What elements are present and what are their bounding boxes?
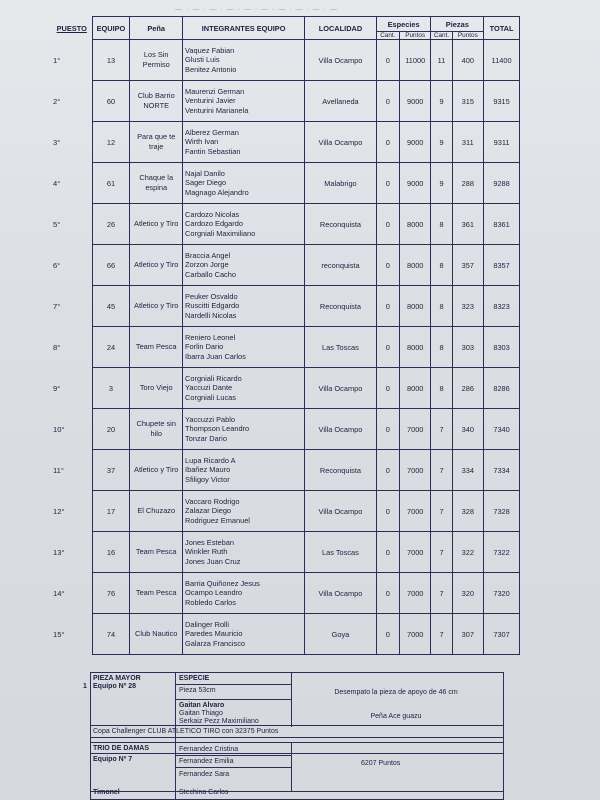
table-row — [52, 327, 520, 368]
pieza-mayor-member-3: Serkaiz Pezz Maximiliano — [179, 718, 259, 725]
table-row — [52, 450, 520, 491]
row-localidad: Las Toscas — [305, 327, 377, 368]
row-piezas-puntos: 334 — [452, 450, 484, 491]
row-equipo: 13 — [92, 40, 130, 81]
row-integrante: Glusti Luis — [185, 55, 220, 65]
row-piezas-puntos: 320 — [452, 573, 484, 614]
row-integrantes — [183, 245, 305, 286]
row-integrante: Rodriguez Emanuel — [185, 515, 250, 525]
row-especies-puntos: 7000 — [399, 450, 431, 491]
row-pena-line: espina — [145, 183, 168, 192]
header-piezas-puntos: Puntos — [452, 32, 484, 40]
row-especies-cant: 0 — [376, 532, 399, 573]
row-pena — [130, 614, 183, 655]
row-piezas-cant: 9 — [431, 163, 452, 204]
row-especies-puntos: 7000 — [399, 409, 431, 450]
row-piezas-cant: 8 — [431, 204, 452, 245]
row-integrante: Yaccuzzi Pablo — [185, 414, 236, 424]
row-equipo: 37 — [92, 450, 130, 491]
row-pena — [130, 573, 183, 614]
row-piezas-puntos: 307 — [452, 614, 484, 655]
row-integrante: Zorzon Jorge — [185, 260, 229, 270]
row-total: 11400 — [484, 40, 520, 81]
header-especies-cant: Cant. — [376, 32, 399, 40]
row-especies-cant: 0 — [376, 122, 399, 163]
row-piezas-puntos: 323 — [452, 286, 484, 327]
row-piezas-cant: 8 — [431, 286, 452, 327]
row-total: 8323 — [484, 286, 520, 327]
header-piezas: Piezas — [431, 17, 484, 32]
row-localidad: Reconquista — [305, 204, 377, 245]
table-row — [52, 122, 520, 163]
row-especies-puntos: 9000 — [399, 81, 431, 122]
row-pena-line: Team Pesca — [135, 547, 177, 557]
row-especies-puntos: 8000 — [399, 245, 431, 286]
header-integrantes: INTEGRANTES EQUIPO — [183, 17, 305, 40]
row-especies-puntos: 9000 — [399, 122, 431, 163]
row-localidad: Las Toscas — [305, 532, 377, 573]
row-localidad: Goya — [305, 614, 377, 655]
row-pena-line: Los Sin — [143, 50, 169, 60]
header-especies: Especies — [376, 17, 431, 32]
row-puesto: 12° — [53, 506, 65, 516]
row-localidad: Reconquista — [305, 450, 377, 491]
row-integrantes — [183, 163, 305, 204]
row-pena — [130, 327, 183, 368]
table-row — [52, 532, 520, 573]
trio-damas-equipo: Equipo Nº 7 — [93, 756, 133, 763]
row-puesto: 11° — [53, 465, 64, 475]
pieza-mayor-equipo: Equipo Nº 28 — [93, 683, 137, 690]
row-piezas-puntos: 315 — [452, 81, 484, 122]
row-especies-puntos: 8000 — [399, 368, 431, 409]
row-pena — [130, 245, 183, 286]
row-integrante: Zalazar Diego — [185, 506, 232, 516]
row-especies-cant: 0 — [376, 327, 399, 368]
row-integrante: Robledo Carlos — [185, 597, 236, 607]
row-equipo: 24 — [92, 327, 130, 368]
row-pena-line: Team Pesca — [135, 588, 177, 598]
trio-damas-title: TRIO DE DAMAS — [93, 745, 149, 752]
row-especies-cant: 0 — [376, 245, 399, 286]
row-equipo: 76 — [92, 573, 130, 614]
row-pena — [130, 40, 183, 81]
row-equipo: 66 — [92, 245, 130, 286]
row-integrante: Barria Quiñonez Jesus — [185, 578, 260, 588]
row-integrante: Venturini Javier — [185, 96, 236, 106]
row-integrante: Carballo Cacho — [185, 269, 236, 279]
table-row — [52, 204, 520, 245]
pieza-mayor-prefix: 1 — [83, 683, 87, 690]
trio-damas-member-2: Fernandez Emilia — [179, 758, 234, 765]
row-integrante: Vaquez Fabian — [185, 45, 235, 55]
row-piezas-cant: 7 — [431, 409, 452, 450]
header-pena: Peña — [130, 17, 183, 40]
row-especies-cant: 0 — [376, 491, 399, 532]
table-row — [52, 409, 520, 450]
row-pena-line: traje — [149, 142, 164, 151]
row-puesto: 15° — [53, 629, 65, 639]
row-piezas-puntos: 288 — [452, 163, 484, 204]
row-total: 7320 — [484, 573, 520, 614]
row-integrante: Galarza Francisco — [185, 638, 245, 648]
row-pena-line: Atletico y Tiro — [134, 301, 179, 311]
row-piezas-cant: 7 — [431, 532, 452, 573]
table-row — [52, 81, 520, 122]
row-equipo: 16 — [92, 532, 130, 573]
row-especies-puntos: 9000 — [399, 163, 431, 204]
row-piezas-puntos: 357 — [452, 245, 484, 286]
row-integrante: Corgniali Lucas — [185, 392, 236, 402]
row-piezas-cant: 9 — [431, 122, 452, 163]
row-integrantes — [183, 286, 305, 327]
row-piezas-cant: 8 — [431, 327, 452, 368]
row-piezas-puntos: 361 — [452, 204, 484, 245]
row-especies-cant: 0 — [376, 614, 399, 655]
row-localidad: Villa Ocampo — [305, 409, 377, 450]
table-row — [52, 245, 520, 286]
row-localidad: Malabrigo — [305, 163, 377, 204]
row-total: 8361 — [484, 204, 520, 245]
pieza-mayor-especie-label: ESPECIE — [179, 675, 210, 682]
row-integrante: Magnago Alejandro — [185, 187, 249, 197]
pieza-mayor-member-2: Gaitan Thiago — [179, 710, 223, 717]
row-total: 7334 — [484, 450, 520, 491]
row-pena — [130, 286, 183, 327]
trio-damas-member-1: Fernandez Cristina — [179, 746, 239, 753]
row-piezas-cant: 7 — [431, 491, 452, 532]
row-total: 7328 — [484, 491, 520, 532]
row-integrante: Maurenzi German — [185, 86, 245, 96]
row-integrante: Wirth Ivan — [185, 137, 219, 147]
row-especies-cant: 0 — [376, 573, 399, 614]
row-especies-cant: 0 — [376, 368, 399, 409]
row-integrantes — [183, 409, 305, 450]
row-puesto: 14° — [53, 588, 65, 598]
row-integrante: Lupa Ricardo A — [185, 455, 236, 465]
row-piezas-puntos: 303 — [452, 327, 484, 368]
pieza-mayor-member-1: Gaitan Alvaro — [179, 702, 225, 709]
row-equipo: 20 — [92, 409, 130, 450]
row-localidad: Villa Ocampo — [305, 368, 377, 409]
row-total: 8303 — [484, 327, 520, 368]
row-localidad: Villa Ocampo — [305, 122, 377, 163]
row-integrantes — [183, 122, 305, 163]
row-puesto: 5° — [53, 219, 61, 229]
row-integrantes — [183, 81, 305, 122]
row-especies-cant: 0 — [376, 40, 399, 81]
row-puesto: 2° — [53, 96, 61, 106]
row-pena-line: Permiso — [142, 60, 170, 69]
results-table — [52, 16, 520, 655]
row-integrantes — [183, 532, 305, 573]
row-total: 9315 — [484, 81, 520, 122]
row-pena — [130, 409, 183, 450]
row-puesto: 13° — [53, 547, 65, 557]
row-integrante: Yaccuzi Dante — [185, 383, 233, 393]
pieza-mayor-title: PIEZA MAYOR — [93, 675, 141, 682]
row-equipo: 12 — [92, 122, 130, 163]
row-integrante: Reniero Leonel — [185, 332, 236, 342]
row-equipo: 26 — [92, 204, 130, 245]
row-integrantes — [183, 573, 305, 614]
row-piezas-cant: 7 — [431, 614, 452, 655]
row-pena — [130, 122, 183, 163]
row-equipo: 60 — [92, 81, 130, 122]
row-integrante: Najal Danilo — [185, 168, 225, 178]
row-especies-cant: 0 — [376, 409, 399, 450]
table-row — [52, 491, 520, 532]
row-pena-line: El Chuzazo — [137, 506, 176, 516]
row-puesto: 10° — [53, 424, 65, 434]
table-row — [52, 163, 520, 204]
row-piezas-cant: 7 — [431, 450, 452, 491]
table-row — [52, 40, 520, 81]
row-integrantes — [183, 327, 305, 368]
row-pena — [130, 163, 183, 204]
row-puesto: 4° — [53, 178, 61, 188]
row-integrante: Corgniali Maximiliano — [185, 228, 256, 238]
row-puesto: 9° — [53, 383, 61, 393]
table-row — [52, 573, 520, 614]
row-integrantes — [183, 204, 305, 245]
row-integrante: Sager Diego — [185, 178, 227, 188]
results-body — [52, 40, 520, 655]
row-pena-line: Club Nautico — [135, 629, 178, 639]
row-integrante: Forlin Dario — [185, 342, 224, 352]
trio-damas-member-3: Fernandez Sara — [179, 771, 230, 778]
row-integrante: Cardozo Edgardo — [185, 219, 243, 229]
row-pena — [130, 81, 183, 122]
row-puesto: 6° — [53, 260, 61, 270]
row-pena-line: Chupete sin — [136, 419, 176, 429]
row-piezas-puntos: 400 — [452, 40, 484, 81]
row-integrante: Venturini Marianela — [185, 105, 249, 115]
pieza-mayor-desempate: Desempato la pieza de apoyo de 46 cm — [334, 689, 458, 696]
row-especies-puntos: 8000 — [399, 327, 431, 368]
row-pena-line: hilo — [150, 429, 162, 438]
timonel-name: Stechina Carlos — [179, 789, 229, 796]
row-especies-puntos: 8000 — [399, 204, 431, 245]
faded-header-text: — · — · — · — · — · — · — · — · — · — — [175, 6, 338, 13]
row-integrante: Jones Juan Cruz — [185, 556, 241, 566]
row-especies-cant: 0 — [376, 81, 399, 122]
row-puesto: 3° — [53, 137, 61, 147]
header-piezas-cant: Cant. — [431, 32, 452, 40]
row-integrante: Fantin Sebastian — [185, 146, 241, 156]
row-integrante: Jones Esteban — [185, 537, 234, 547]
timonel-label: Timonel — [93, 789, 120, 796]
row-pena-line: NORTE — [143, 101, 170, 110]
row-especies-puntos: 7000 — [399, 491, 431, 532]
row-localidad: Villa Ocampo — [305, 573, 377, 614]
row-piezas-puntos: 328 — [452, 491, 484, 532]
header-especies-puntos: Puntos — [399, 32, 431, 40]
row-piezas-puntos: 340 — [452, 409, 484, 450]
row-total: 9288 — [484, 163, 520, 204]
row-equipo: 17 — [92, 491, 130, 532]
row-total: 7322 — [484, 532, 520, 573]
row-pena — [130, 491, 183, 532]
row-integrante: Sfiligoy Victor — [185, 474, 230, 484]
row-integrantes — [183, 491, 305, 532]
table-row — [52, 614, 520, 655]
row-total: 8286 — [484, 368, 520, 409]
row-puesto: 8° — [53, 342, 61, 352]
row-integrante: Ruscitti Edgardo — [185, 301, 240, 311]
row-integrante: Tonzar Dario — [185, 433, 227, 443]
trio-damas-box — [90, 742, 504, 792]
row-pena-line: Atletico y Tiro — [134, 465, 179, 475]
row-integrantes — [183, 614, 305, 655]
row-integrante: Ibañez Mauro — [185, 465, 231, 475]
row-localidad: Villa Ocampo — [305, 491, 377, 532]
table-row — [52, 286, 520, 327]
row-integrante: Alberez German — [185, 127, 239, 137]
row-integrante: Peuker Osvaldo — [185, 291, 238, 301]
row-especies-puntos: 11000 — [399, 40, 431, 81]
row-total: 7340 — [484, 409, 520, 450]
row-piezas-puntos: 286 — [452, 368, 484, 409]
row-especies-cant: 0 — [376, 286, 399, 327]
timonel-box — [90, 788, 504, 800]
header-localidad: LOCALIDAD — [305, 17, 377, 40]
row-integrante: Ibarra Juan Carlos — [185, 351, 246, 361]
row-piezas-puntos: 311 — [452, 122, 484, 163]
row-integrante: Dalinger Rolli — [185, 619, 229, 629]
row-especies-puntos: 7000 — [399, 614, 431, 655]
row-pena — [130, 532, 183, 573]
row-integrante: Vaccaro Rodrigo — [185, 496, 240, 506]
row-pena-line: Atletico y Tiro — [134, 219, 179, 229]
row-especies-puntos: 8000 — [399, 286, 431, 327]
row-especies-puntos: 7000 — [399, 573, 431, 614]
row-integrante: Paredes Mauricio — [185, 629, 243, 639]
row-localidad: Reconquista — [305, 286, 377, 327]
row-pena-line: Team Pesca — [135, 342, 177, 352]
row-piezas-cant: 9 — [431, 81, 452, 122]
row-pena-line: Atletico y Tiro — [134, 260, 179, 270]
copa-challenger: Copa Challenger CLUB ATLETICO TIRO con 32375 Puntos — [93, 728, 279, 735]
row-pena-line: Club Barrio — [137, 91, 175, 101]
row-pena-line: Toro Viejo — [139, 383, 173, 393]
row-puesto: 7° — [53, 301, 61, 311]
row-integrante: Thompson Leandro — [185, 424, 250, 434]
row-integrante: Nardelli Nicolas — [185, 310, 237, 320]
row-integrante: Winkler Ruth — [185, 547, 228, 557]
row-piezas-cant: 8 — [431, 368, 452, 409]
row-integrante: Braccia Angel — [185, 250, 231, 260]
row-piezas-cant: 11 — [431, 40, 452, 81]
row-piezas-cant: 7 — [431, 573, 452, 614]
pieza-mayor-especie: Pieza 53cm — [179, 687, 216, 694]
row-localidad: reconquista — [305, 245, 377, 286]
row-total: 9311 — [484, 122, 520, 163]
row-localidad: Villa Ocampo — [305, 40, 377, 81]
row-pena — [130, 204, 183, 245]
row-pena-line: Para que te — [137, 132, 176, 142]
row-localidad: Avellaneda — [305, 81, 377, 122]
table-row — [52, 368, 520, 409]
row-piezas-cant: 8 — [431, 245, 452, 286]
header-equipo: EQUIPO — [92, 17, 130, 40]
row-especies-cant: 0 — [376, 163, 399, 204]
row-total: 7307 — [484, 614, 520, 655]
row-piezas-puntos: 322 — [452, 532, 484, 573]
row-equipo: 61 — [92, 163, 130, 204]
pieza-mayor-especie-nombre: Peña Ace guazu — [370, 713, 422, 720]
header-total: TOTAL — [484, 17, 520, 40]
row-integrante: Corgniali Ricardo — [185, 373, 242, 383]
row-integrantes — [183, 368, 305, 409]
row-equipo: 3 — [92, 368, 130, 409]
row-pena — [130, 450, 183, 491]
row-especies-cant: 0 — [376, 450, 399, 491]
row-pena-line: Chaque la — [139, 173, 174, 183]
row-integrantes — [183, 450, 305, 491]
row-equipo: 74 — [92, 614, 130, 655]
row-equipo: 45 — [92, 286, 130, 327]
row-integrantes — [183, 40, 305, 81]
row-especies-puntos: 7000 — [399, 532, 431, 573]
row-integrante: Ocampo Leandro — [185, 588, 243, 598]
row-integrante: Cardozo Nicolas — [185, 209, 240, 219]
header-puesto: PUESTO — [56, 23, 87, 33]
row-total: 8357 — [484, 245, 520, 286]
row-puesto: 1° — [53, 55, 61, 65]
trio-damas-puntos: 6207 Puntos — [361, 760, 401, 767]
row-integrante: Benitez Antonio — [185, 64, 237, 74]
row-pena — [130, 368, 183, 409]
row-especies-cant: 0 — [376, 204, 399, 245]
